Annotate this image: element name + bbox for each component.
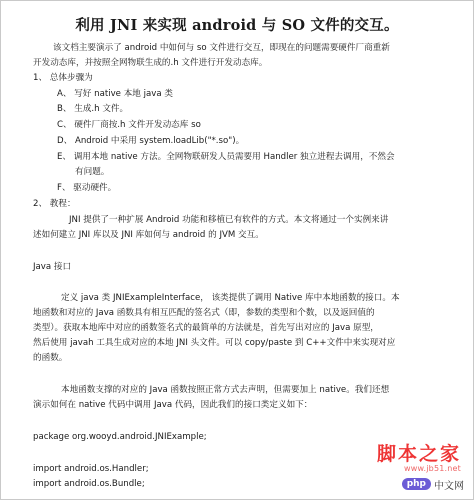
- tutorial-line-2: 述如何建立 JNI 库以及 JNI 库如何与 android 的 JVM 交互。: [33, 230, 264, 240]
- php-logo-icon: php: [402, 478, 431, 490]
- code-line-import-bundle: import android.os.Bundle;: [33, 479, 145, 489]
- watermark-main-text: 脚本之家: [376, 443, 461, 465]
- para1-line-3: 类型）。获取本地库中对应的函数签名式的最简单的方法就是，首先写出对应的 Java 原型，: [33, 323, 379, 333]
- step-c: C、 硬件厂商按.h 文件开发动态库 so: [57, 120, 201, 130]
- step-a: A、 写好 native 本地 java 类: [57, 89, 173, 99]
- para2-line-2: 演示如何在 native 代码中调用 Java 代码，因此我们的接口类定义如下：: [33, 400, 313, 410]
- section-2-heading: 2、 教程：: [33, 199, 76, 209]
- java-interface-heading: Java 接口: [33, 262, 72, 272]
- para1-line-4: 然后使用 javah 工具生成对应的本地 JNI 头文件。可以 copy/paste 到 C++文件中来实现对应: [33, 338, 396, 348]
- tutorial-line-1: JNI 提供了一种扩展 Android 功能和移植已有软件的方式。本文将通过一个实例来讲: [69, 215, 389, 225]
- section-1-heading: 1、 总体步骤为: [33, 73, 93, 83]
- watermark-jb51: [377, 439, 461, 473]
- step-e: E、 调用本地 native 方法。全网物联研发人员需要用 Handler 独立进程去调用，不然会: [57, 152, 395, 162]
- document-title: 利用 JNI 来实现 android 与 SO 文件的交互。: [75, 17, 399, 34]
- step-f: F、 驱动硬件。: [57, 183, 117, 193]
- step-b: B、 生成.h 文件。: [57, 104, 129, 114]
- code-line-import-handler: import android.os.Handler;: [33, 464, 149, 474]
- para1-line-5: 的函数。: [33, 353, 68, 363]
- code-line-package: package org.wooyd.android.JNIExample;: [33, 432, 207, 442]
- php-cn-text: 中文网: [434, 480, 464, 492]
- para1-line-2: 地函数和对应的 Java 函数具有相互匹配的签名式（即，参数的类型和个数，以及返回值的: [33, 308, 375, 318]
- para2-line-1: 本地函数支撑的对应的 Java 函数按照正常方式去声明，但需要加上 native。我们还想: [61, 385, 390, 395]
- step-d: D、 Android 中采用 system.loadLib("*.so")。: [57, 136, 245, 146]
- watermark-php-cn: [399, 475, 467, 493]
- para1-line-1: 定义 java 类 JNIExampleInterface， 该类提供了调用 Native 库中本地函数的接口。本: [61, 293, 400, 303]
- intro-line-1: 该文档主要演示了 android 中如何与 so 文件进行交互，即现在的问题需要硬件厂商重新: [53, 43, 390, 53]
- step-e-continued: 有问题。: [75, 167, 110, 177]
- intro-line-2: 开发动态库，并按照全网物联生成的.h 文件进行开发动态库。: [33, 58, 268, 68]
- watermark-url: www.jb51.net: [404, 464, 461, 473]
